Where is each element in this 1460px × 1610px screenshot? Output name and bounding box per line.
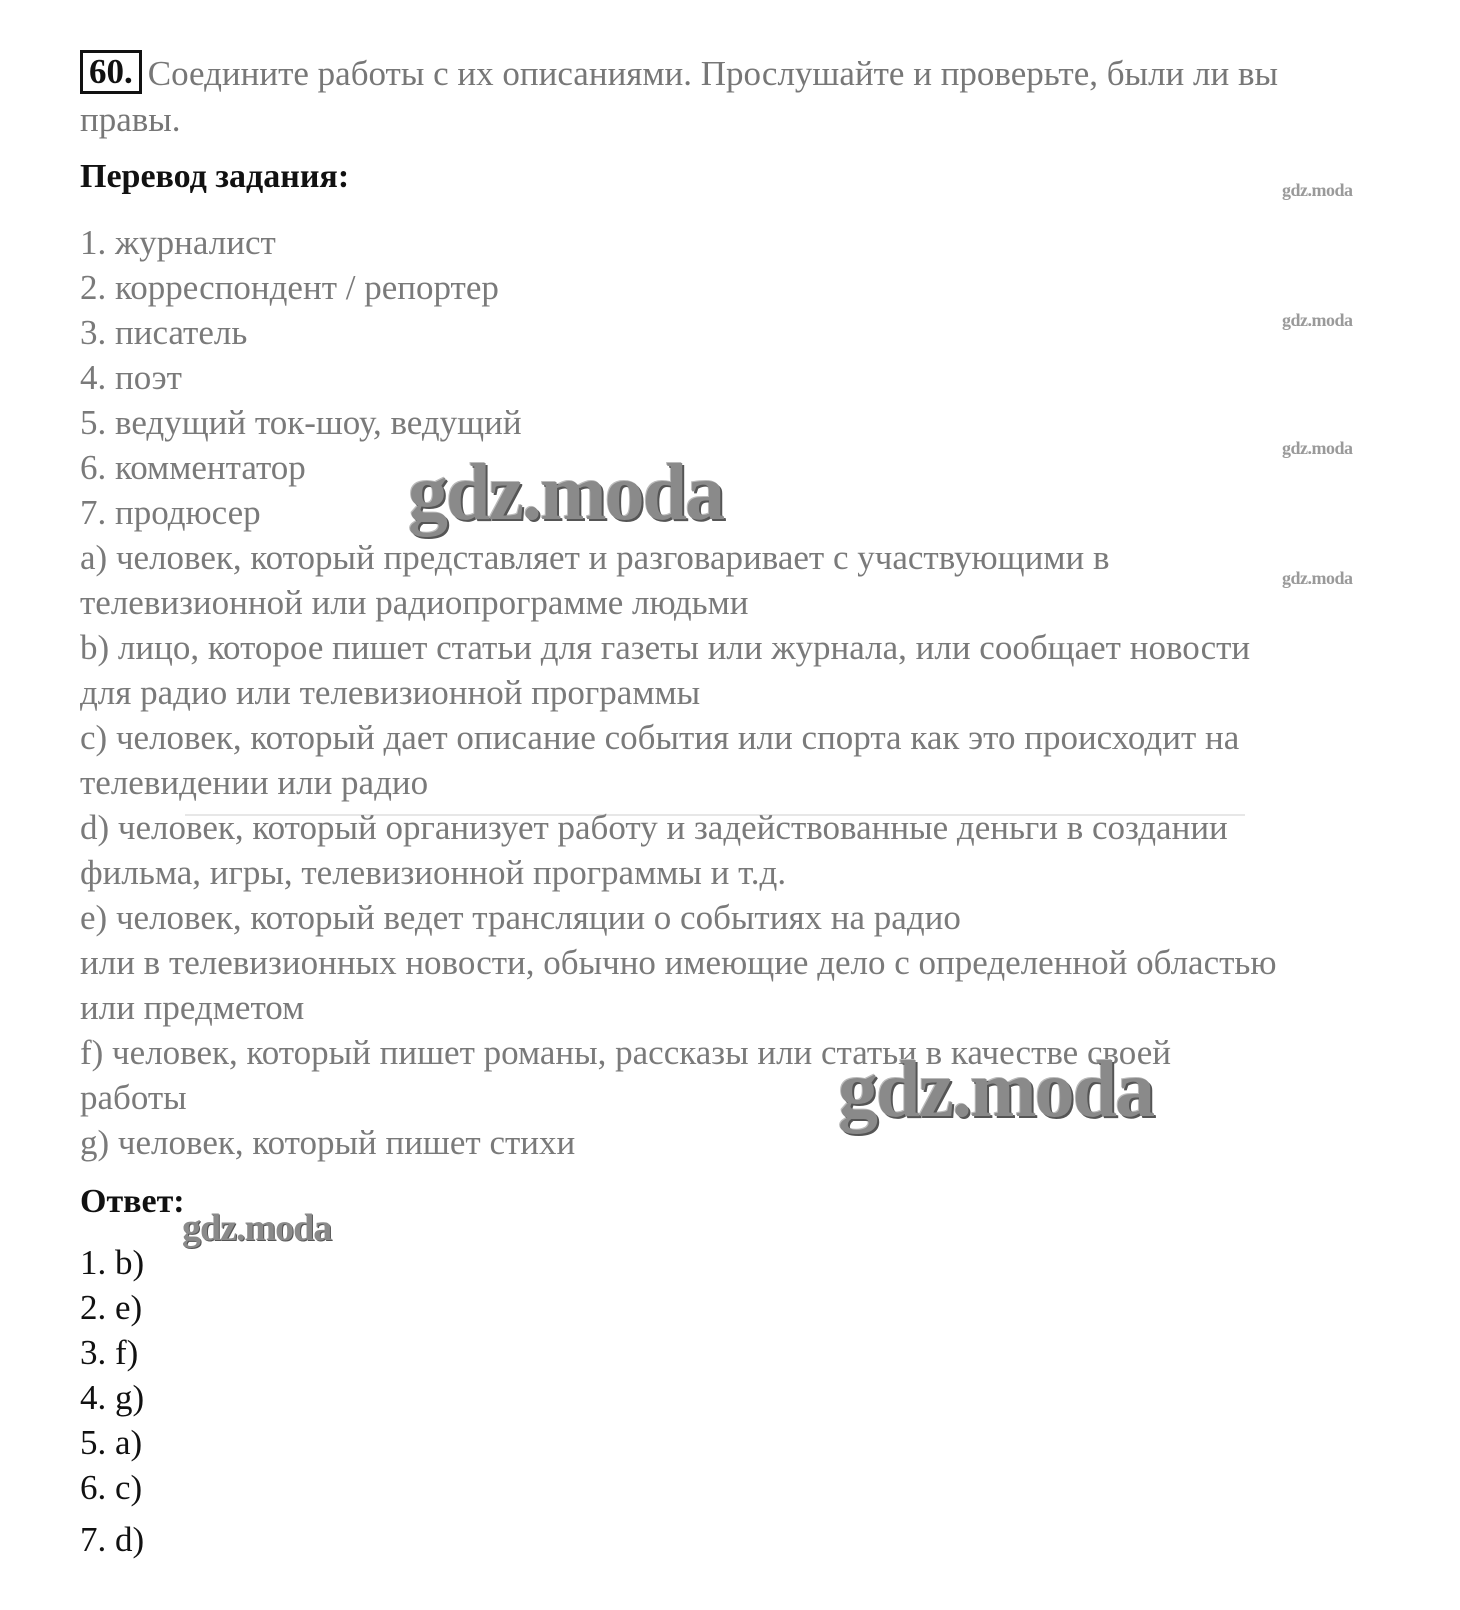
translation-heading: Перевод задания: [80, 158, 350, 195]
list-item: 2. корреспондент / репортер [80, 268, 499, 307]
watermark-small: gdz.moda [1282, 180, 1353, 200]
list-item: 7. продюсер [80, 493, 261, 532]
task-number: 60. [80, 50, 142, 94]
watermark-large: gdz.moda [838, 1046, 1154, 1134]
answer-item: 3. f) [80, 1333, 139, 1372]
answer-item: 6. c) [80, 1468, 143, 1507]
list-item: телевидении или радио [80, 763, 429, 802]
list-item: 1. журналист [80, 223, 276, 262]
list-item: 4. поэт [80, 358, 182, 397]
translation-list [80, 220, 1420, 1165]
list-item: 6. комментатор [80, 448, 306, 487]
answer-heading: Ответ: [80, 1183, 185, 1220]
list-item: для радио или телевизионной программы [80, 673, 701, 712]
list-item: a) человек, который представляет и разговаривает с участвующими в [80, 538, 1110, 577]
list-item: b) лицо, которое пишет статьи для газеты или журнала, или сообщает новости [80, 628, 1251, 667]
watermark-small: gdz.moda [1282, 438, 1353, 458]
answer-item: 5. a) [80, 1423, 143, 1462]
list-item: g) человек, который пишет стихи [80, 1123, 576, 1162]
list-item: c) человек, который дает описание события или спорта как это происходит на [80, 718, 1240, 757]
list-item: фильма, игры, телевизионной программы и т.д. [80, 853, 787, 892]
list-item: 5. ведущий ток-шоу, ведущий [80, 403, 522, 442]
task-statement [80, 50, 1380, 143]
watermark-small: gdz.moda [1282, 568, 1353, 588]
faint-watermark-band [185, 694, 1245, 816]
answer-list [80, 1240, 144, 1562]
list-item: d) человек, который организует работу и задействованные деньги в создании [80, 808, 1228, 847]
list-item: или в телевизионных новости, обычно имеющие дело с определенной областью [80, 943, 1277, 982]
list-item: e) человек, который ведет трансляции о событиях на радио [80, 898, 961, 937]
task-text: Соедините работы с их описаниями. Прослушайте и проверьте, были ли вы правы. [80, 54, 1279, 139]
list-item: телевизионной или радиопрограмме людьми [80, 583, 749, 622]
watermark-large: gdz.moda [408, 449, 724, 537]
list-item: 3. писатель [80, 313, 248, 352]
watermark-small: gdz.moda [1282, 310, 1353, 330]
answer-item: 4. g) [80, 1378, 145, 1417]
answer-item: 7. d) [80, 1520, 145, 1559]
list-item: f) человек, который пишет романы, рассказы или статьи в качестве своей [80, 1033, 1171, 1072]
watermark-medium: gdz.moda [182, 1207, 332, 1249]
answer-item: 2. e) [80, 1288, 143, 1327]
answer-item: 1. b) [80, 1243, 145, 1282]
list-item: или предметом [80, 988, 305, 1027]
list-item: работы [80, 1078, 187, 1117]
